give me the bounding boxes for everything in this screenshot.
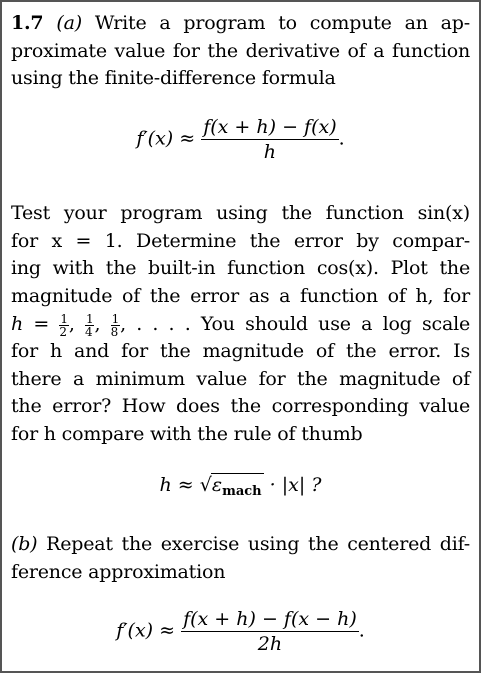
- text-line-6: ing with the built-in function cos(x). Plot the: [11, 257, 470, 279]
- forward-lhs: f′(x) ≈: [136, 127, 196, 150]
- centered-denominator: 2h: [257, 633, 283, 655]
- text-line-13: [11, 531, 470, 559]
- part-a-label: (a): [56, 12, 82, 34]
- text-line-1: [11, 10, 470, 38]
- fraction-quarter: $\frac{1}{4}$: [85, 311, 94, 339]
- text-line-7: magnitude of the error as a function of h, for: [11, 285, 470, 307]
- text-line-8: h = $\frac{1}{2}$ , $\frac{1}{4}$ , $\frac{1}{8}$ , . . . . You should use a log scale: [11, 311, 471, 339]
- text-line-5: for x = 1. Determine the error by compar-: [11, 230, 470, 252]
- text-line-14: ference approximation: [11, 561, 226, 583]
- line-13-text: Repeat the exercise using the centered dif-: [46, 533, 470, 555]
- text-line-2: proximate value for the derivative of a function: [11, 40, 470, 62]
- sqrt-radicand: [211, 473, 264, 503]
- centered-difference-formula: f′(x) ≈ $\frac{f(x + h) - f(x - h)}{2h}$ .: [116, 608, 365, 655]
- thumb-rhs: · |x| ?: [269, 474, 322, 496]
- forward-fraction: [201, 115, 338, 164]
- centered-fraction: [181, 607, 359, 656]
- text-line-4: Test your program using the function sin(x): [11, 202, 470, 224]
- exercise-number: 1.7: [11, 12, 44, 34]
- centered-lhs: f′(x) ≈: [116, 619, 176, 642]
- text-line-12: for h compare with the rule of thumb: [11, 423, 363, 445]
- rule-of-thumb-formula: $h \approx √\varepsilon_{mach} \cdot |x|$ ?: [2, 472, 479, 503]
- text-line-3: using the finite-difference formula: [11, 67, 336, 89]
- mach-subscript: mach: [222, 484, 262, 499]
- forward-difference-formula: f′(x) ≈ $\frac{f(x + h) - f(x)}{h}$ .: [136, 116, 345, 163]
- line-8-rest: , . . . . You should use a log scale: [120, 313, 471, 335]
- h-equals: h =: [11, 313, 50, 335]
- text-line-9: for h and for the magnitude of the error. Is: [11, 340, 470, 362]
- text-line-11: the error? How does the corresponding value: [11, 395, 470, 417]
- fraction-half: $\frac{1}{2}$: [59, 311, 68, 339]
- epsilon: ε: [211, 474, 223, 496]
- line-1-text: Write a program to compute an ap-: [94, 12, 470, 34]
- forward-denominator: h: [263, 141, 277, 163]
- text-line-10: there a minimum value for the magnitude of: [11, 368, 470, 390]
- part-b-label: (b): [11, 533, 38, 555]
- forward-numerator: f(x + h) − f(x): [203, 116, 337, 138]
- thumb-lhs: h ≈: [159, 474, 194, 496]
- fraction-eighth: $\frac{1}{8}$: [110, 311, 120, 339]
- centered-numerator: f(x + h) − f(x − h): [183, 608, 357, 630]
